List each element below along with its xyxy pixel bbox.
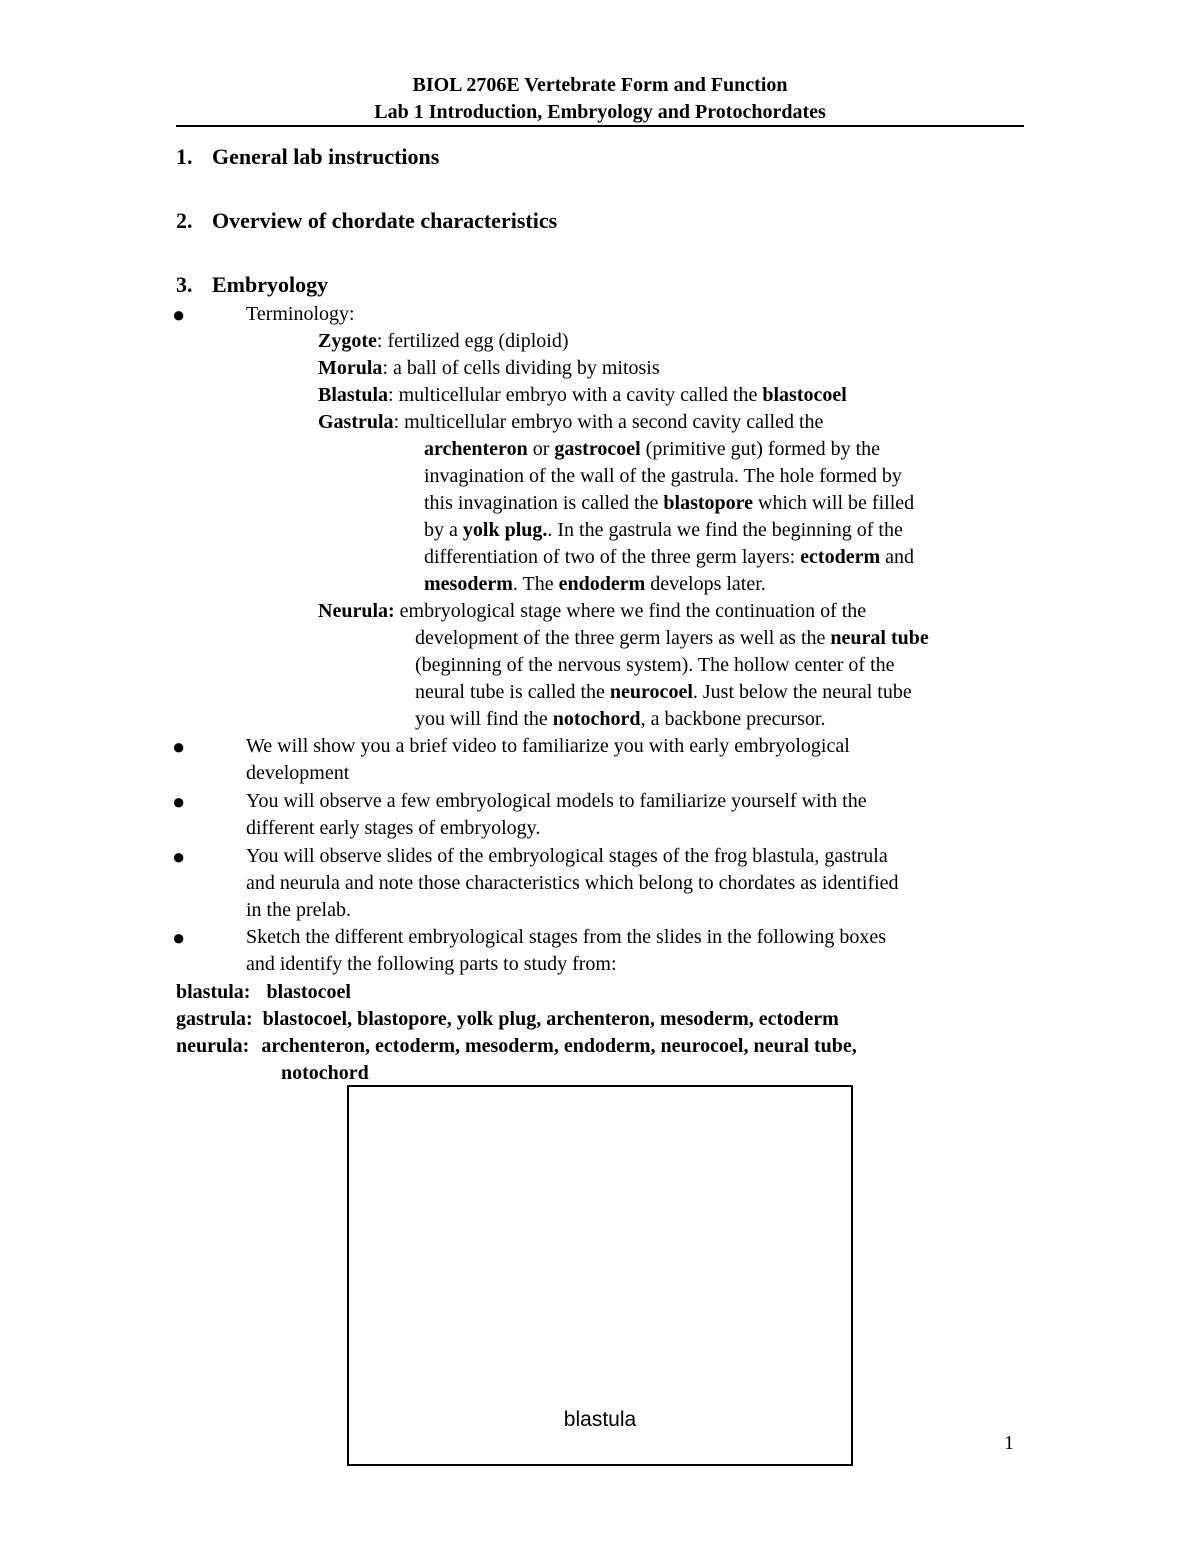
term-gastrula: Gastrula: multicellular embryo with a second cavity called the [318,411,824,433]
bullet-3-line-1: You will observe slides of the embryological stages of the frog blastula, gastrula [246,845,888,867]
bullet-icon: ● [172,302,186,327]
bullet-2-line-1: You will observe a few embryological models to familiarize yourself with the [246,790,867,812]
bullet-icon: ● [172,734,186,759]
sketch-box-label: blastula [563,1408,637,1431]
bullet-3-line-3: in the prelab. [246,899,351,921]
gastrula-line-7: mesoderm. The endoderm develops later. [424,573,766,595]
parts-neurula-cont: notochord [281,1062,369,1084]
terminology-label: Terminology: [246,303,355,325]
term-zygote: Zygote: fertilized egg (diploid) [318,330,569,352]
header-rule [176,125,1024,127]
section-heading-2: 2. Overview of chordate characteristics [176,208,558,233]
bullet-4-line-2: and identify the following parts to study from: [246,953,617,975]
bullet-icon: ● [172,789,186,814]
bullet-3-line-2: and neurula and note those characteristics which belong to chordates as identified [246,872,899,894]
parts-gastrula: gastrula: blastocoel, blastopore, yolk plug, archenteron, mesoderm, ectoderm [176,1008,839,1030]
neurula-line-4: neural tube is called the neurocoel. Just below the neural tube [415,681,912,703]
bullet-icon: ● [172,925,186,950]
gastrula-line-3: invagination of the wall of the gastrula. The hole formed by [424,465,902,487]
section-heading-1: 1. General lab instructions [176,144,440,169]
page-number: 1 [1004,1432,1014,1454]
neurula-line-2: development of the three germ layers as well as the neural tube [415,627,929,649]
parts-neurula: neurula: archenteron, ectoderm, mesoderm, endoderm, neurocoel, neural tube, [176,1035,857,1057]
bullet-1-line-1: We will show you a brief video to familiarize you with early embryological [246,735,850,757]
gastrula-line-6: differentiation of two of the three germ layers: ectoderm and [424,546,915,568]
gastrula-line-5: by a yolk plug.. In the gastrula we find the beginning of the [424,519,903,541]
bullet-icon: ● [172,844,186,869]
bullet-4-line-1: Sketch the different embryological stages from the slides in the following boxes [246,926,887,948]
term-morula: Morula: a ball of cells dividing by mitosis [318,357,660,379]
bullet-1-line-2: development [246,762,350,784]
document-course-title: BIOL 2706E Vertebrate Form and Function [412,74,788,96]
parts-blastula: blastula: blastocoel [176,981,351,1003]
gastrula-line-2: archenteron or gastrocoel (primitive gut) formed by the [424,438,881,460]
bullet-2-line-2: different early stages of embryology. [246,817,541,839]
gastrula-line-4: this invagination is called the blastopore which will be filled [424,492,915,514]
neurula-line-3: (beginning of the nervous system). The hollow center of the [415,654,895,676]
term-neurula: Neurula: embryological stage where we find the continuation of the [318,600,867,622]
term-blastula: Blastula: multicellular embryo with a cavity called the blastocoel [318,384,847,406]
neurula-line-5: you will find the notochord, a backbone precursor. [415,708,826,730]
document-lab-title: Lab 1 Introduction, Embryology and Protochordates [374,101,826,123]
section-heading-3: 3. Embryology [176,272,329,297]
